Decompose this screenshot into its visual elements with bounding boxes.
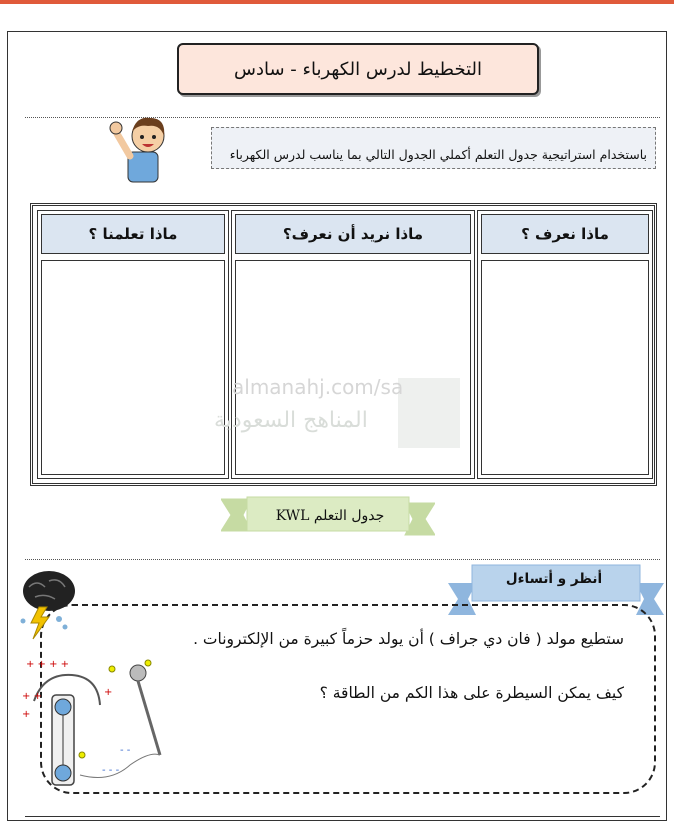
svg-text:+: +: [22, 709, 31, 720]
boy-illustration: [108, 110, 176, 184]
brain-lightning-icon: [15, 567, 81, 641]
van-de-graaff-generator-icon: [20, 655, 170, 790]
instruction-box: [211, 127, 656, 169]
svg-text:+ +: + +: [22, 691, 42, 702]
kwl-column-know: [477, 210, 653, 479]
svg-text:- -: - -: [120, 745, 131, 756]
instruction-text: باستخدام استراتيجية جدول التعلم أكملي الجدول التالي بما يناسب لدرس الكهرباء: [229, 147, 647, 162]
page-title-text: التخطيط لدرس الكهرباء - سادس: [234, 58, 482, 80]
watermark-url: almanahj.com/sa: [232, 375, 404, 399]
watermark-text: المناهج السعودية: [214, 408, 368, 433]
divider-middle: [25, 559, 660, 560]
page-title: [177, 43, 539, 95]
divider-bottom: [25, 816, 660, 817]
svg-text:+: +: [104, 687, 113, 698]
kwl-table: [30, 203, 657, 486]
kwl-banner-label: جدول التعلم KWL: [275, 508, 385, 524]
top-accent-bar: [0, 0, 674, 4]
svg-text:+ + + +: + + + +: [26, 659, 70, 670]
kwl-cell-learned[interactable]: [41, 260, 225, 475]
kwl-header-want: ماذا نريد أن نعرف؟: [235, 214, 471, 254]
kwl-column-learned: [37, 210, 229, 479]
section-label: أنظر و أتساءل: [505, 571, 603, 587]
kwl-header-learned: ماذا تعلمنا ؟: [41, 214, 225, 254]
question-text-2: كيف يمكن السيطرة على هذا الكم من الطاقة ؟: [319, 684, 624, 702]
kwl-cell-know[interactable]: [481, 260, 649, 475]
svg-text:- - -: - - -: [102, 765, 120, 776]
question-text-1: ستطيع مولد ( فان دي جراف ) أن يولد حزماً كبيرة من الإلكترونات .: [193, 630, 624, 648]
kwl-header-know: ماذا نعرف ؟: [481, 214, 649, 254]
watermark-logo-shape: [398, 378, 460, 448]
